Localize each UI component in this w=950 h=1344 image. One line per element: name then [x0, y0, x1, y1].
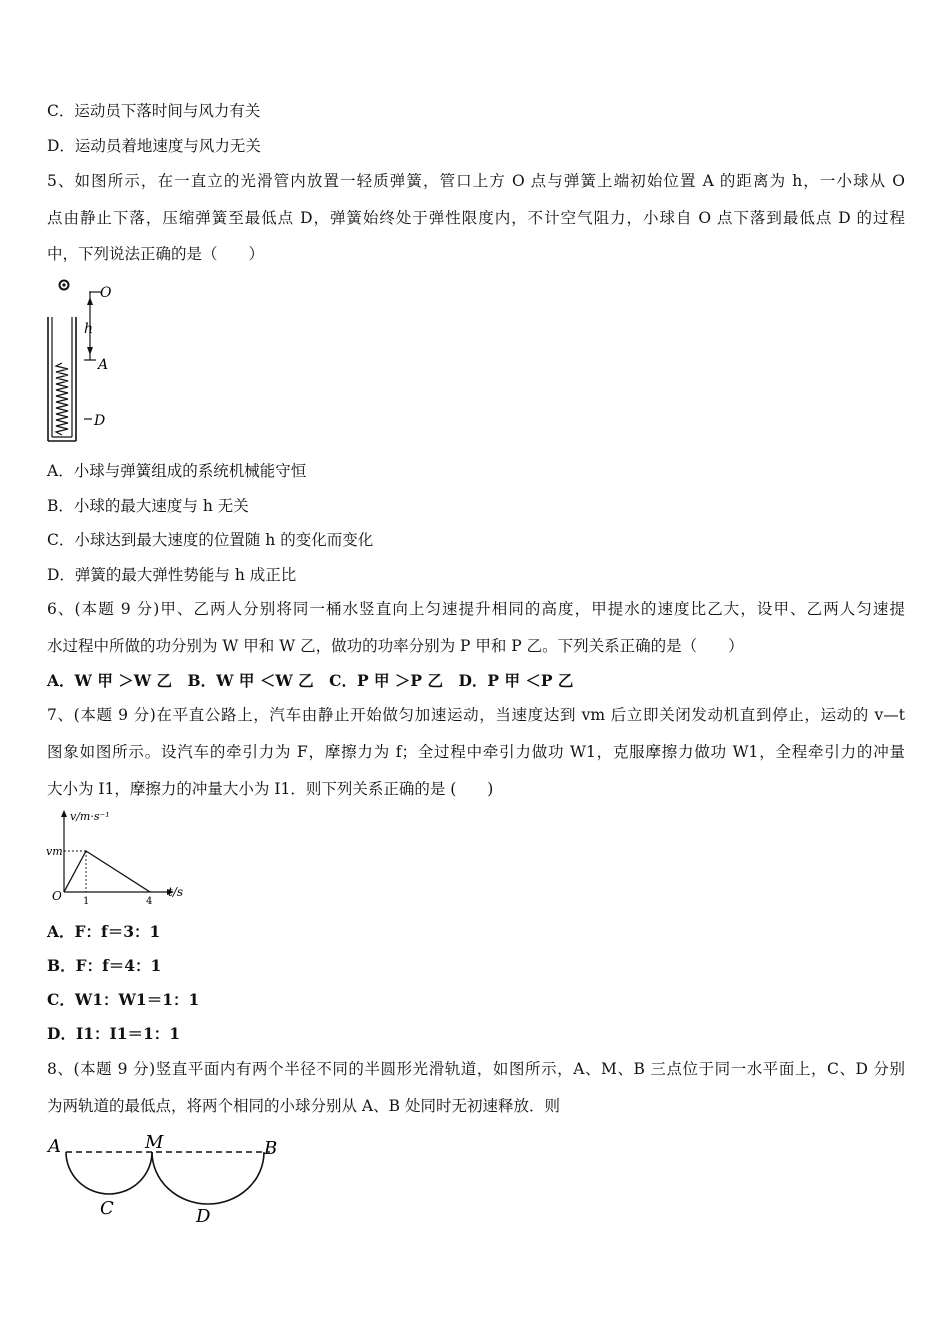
- q5-option-c: C．小球达到最大速度的位置随 h 的变化而变化: [47, 531, 374, 549]
- q5-stem-line2: 点由静止下落，压缩弹簧至最低点 D，弹簧始终处于弹性限度内，不计空气阻力，小球自 O 点下落到最低点 D 的过程: [47, 209, 905, 227]
- fig-label-d: D: [94, 413, 106, 429]
- fig-label-c: C: [100, 1198, 114, 1219]
- vt-line: [64, 851, 150, 892]
- origin-label: O: [52, 889, 62, 903]
- track-large: [152, 1152, 264, 1204]
- q7-option-c: C．W1：W1＝1：1: [47, 990, 200, 1009]
- q7-option-a: A．F：f＝3：1: [47, 922, 161, 941]
- fig-label-m: M: [145, 1132, 164, 1153]
- tick-1: 1: [83, 896, 90, 907]
- fig-label-o: O: [100, 285, 112, 301]
- q7-vt-graph: [44, 808, 194, 908]
- q4-option-d: D．运动员着地速度与风力无关: [47, 137, 261, 155]
- fig-label-a: A: [48, 1136, 61, 1157]
- q4-option-c: C．运动员下落时间与风力有关: [47, 102, 261, 120]
- x-axis-label: t/s: [168, 885, 184, 899]
- q5-stem-line3: 中，下列说法正确的是（ ）: [47, 245, 265, 263]
- q6-stem-line1: 6、(本题 9 分)甲、乙两人分别将同一桶水竖直向上匀速提升相同的高度，甲提水的速度比乙大，设甲、乙两人匀速提: [47, 600, 905, 618]
- spring: [56, 363, 68, 435]
- q5-option-b: B．小球的最大速度与 h 无关: [47, 497, 249, 515]
- fig-label-h: h: [84, 321, 94, 337]
- tick-4: 4: [146, 896, 153, 907]
- q7-option-d: D．I1：I1＝1：1: [47, 1024, 181, 1043]
- fig-label-a: A: [98, 357, 109, 373]
- q7-stem-line2: 图象如图所示。设汽车的牵引力为 F，摩擦力为 f；全过程中牵引力做功 W1，克服摩擦力做功 W1，全程牵引力的冲量: [47, 743, 905, 761]
- q6-stem-line2: 水过程中所做的功分别为 W 甲和 W 乙，做功的功率分别为 P 甲和 P 乙。下列关系正确的是（ ）: [47, 637, 744, 655]
- fig-label-d: D: [196, 1206, 211, 1227]
- q8-stem-line1: 8、(本题 9 分)竖直平面内有两个半径不同的半圆形光滑轨道，如图所示，A、M、B 三点位于同一水平面上，C、D 分别: [47, 1060, 905, 1078]
- q5-option-a: A．小球与弹簧组成的系统机械能守恒: [47, 462, 307, 480]
- q5-option-d: D．弹簧的最大弹性势能与 h 成正比: [47, 566, 297, 584]
- vm-label: vm: [46, 845, 63, 858]
- q7-option-b: B．F：f＝4：1: [47, 956, 162, 975]
- q8-semicircle-tracks-figure: [44, 1128, 294, 1228]
- track-small: [66, 1152, 152, 1194]
- q5-stem-line1: 5、如图所示，在一直立的光滑管内放置一轻质弹簧，管口上方 O 点与弹簧上端初始位置 A 的距离为 h，一小球从 O: [47, 172, 905, 190]
- fig-label-b: B: [264, 1138, 278, 1159]
- q7-stem-line3: 大小为 I1，摩擦力的冲量大小为 I1．则下列关系正确的是 ( ): [47, 780, 494, 798]
- q5-tube-spring-figure: [40, 275, 130, 447]
- q6-options: A．W 甲 ＞W 乙 B．W 甲 ＜W 乙 C．P 甲 ＞P 乙 D．P 甲 ＜P 乙: [47, 671, 574, 690]
- y-axis-label: v/m·s⁻¹: [70, 810, 110, 823]
- q8-stem-line2: 为两轨道的最低点，将两个相同的小球分别从 A、B 处同时无初速释放．则: [47, 1097, 560, 1115]
- q7-stem-line1: 7、(本题 9 分)在平直公路上，汽车由静止开始做匀加速运动，当速度达到 vm 后立即关闭发动机直到停止，运动的 v—t: [47, 706, 905, 724]
